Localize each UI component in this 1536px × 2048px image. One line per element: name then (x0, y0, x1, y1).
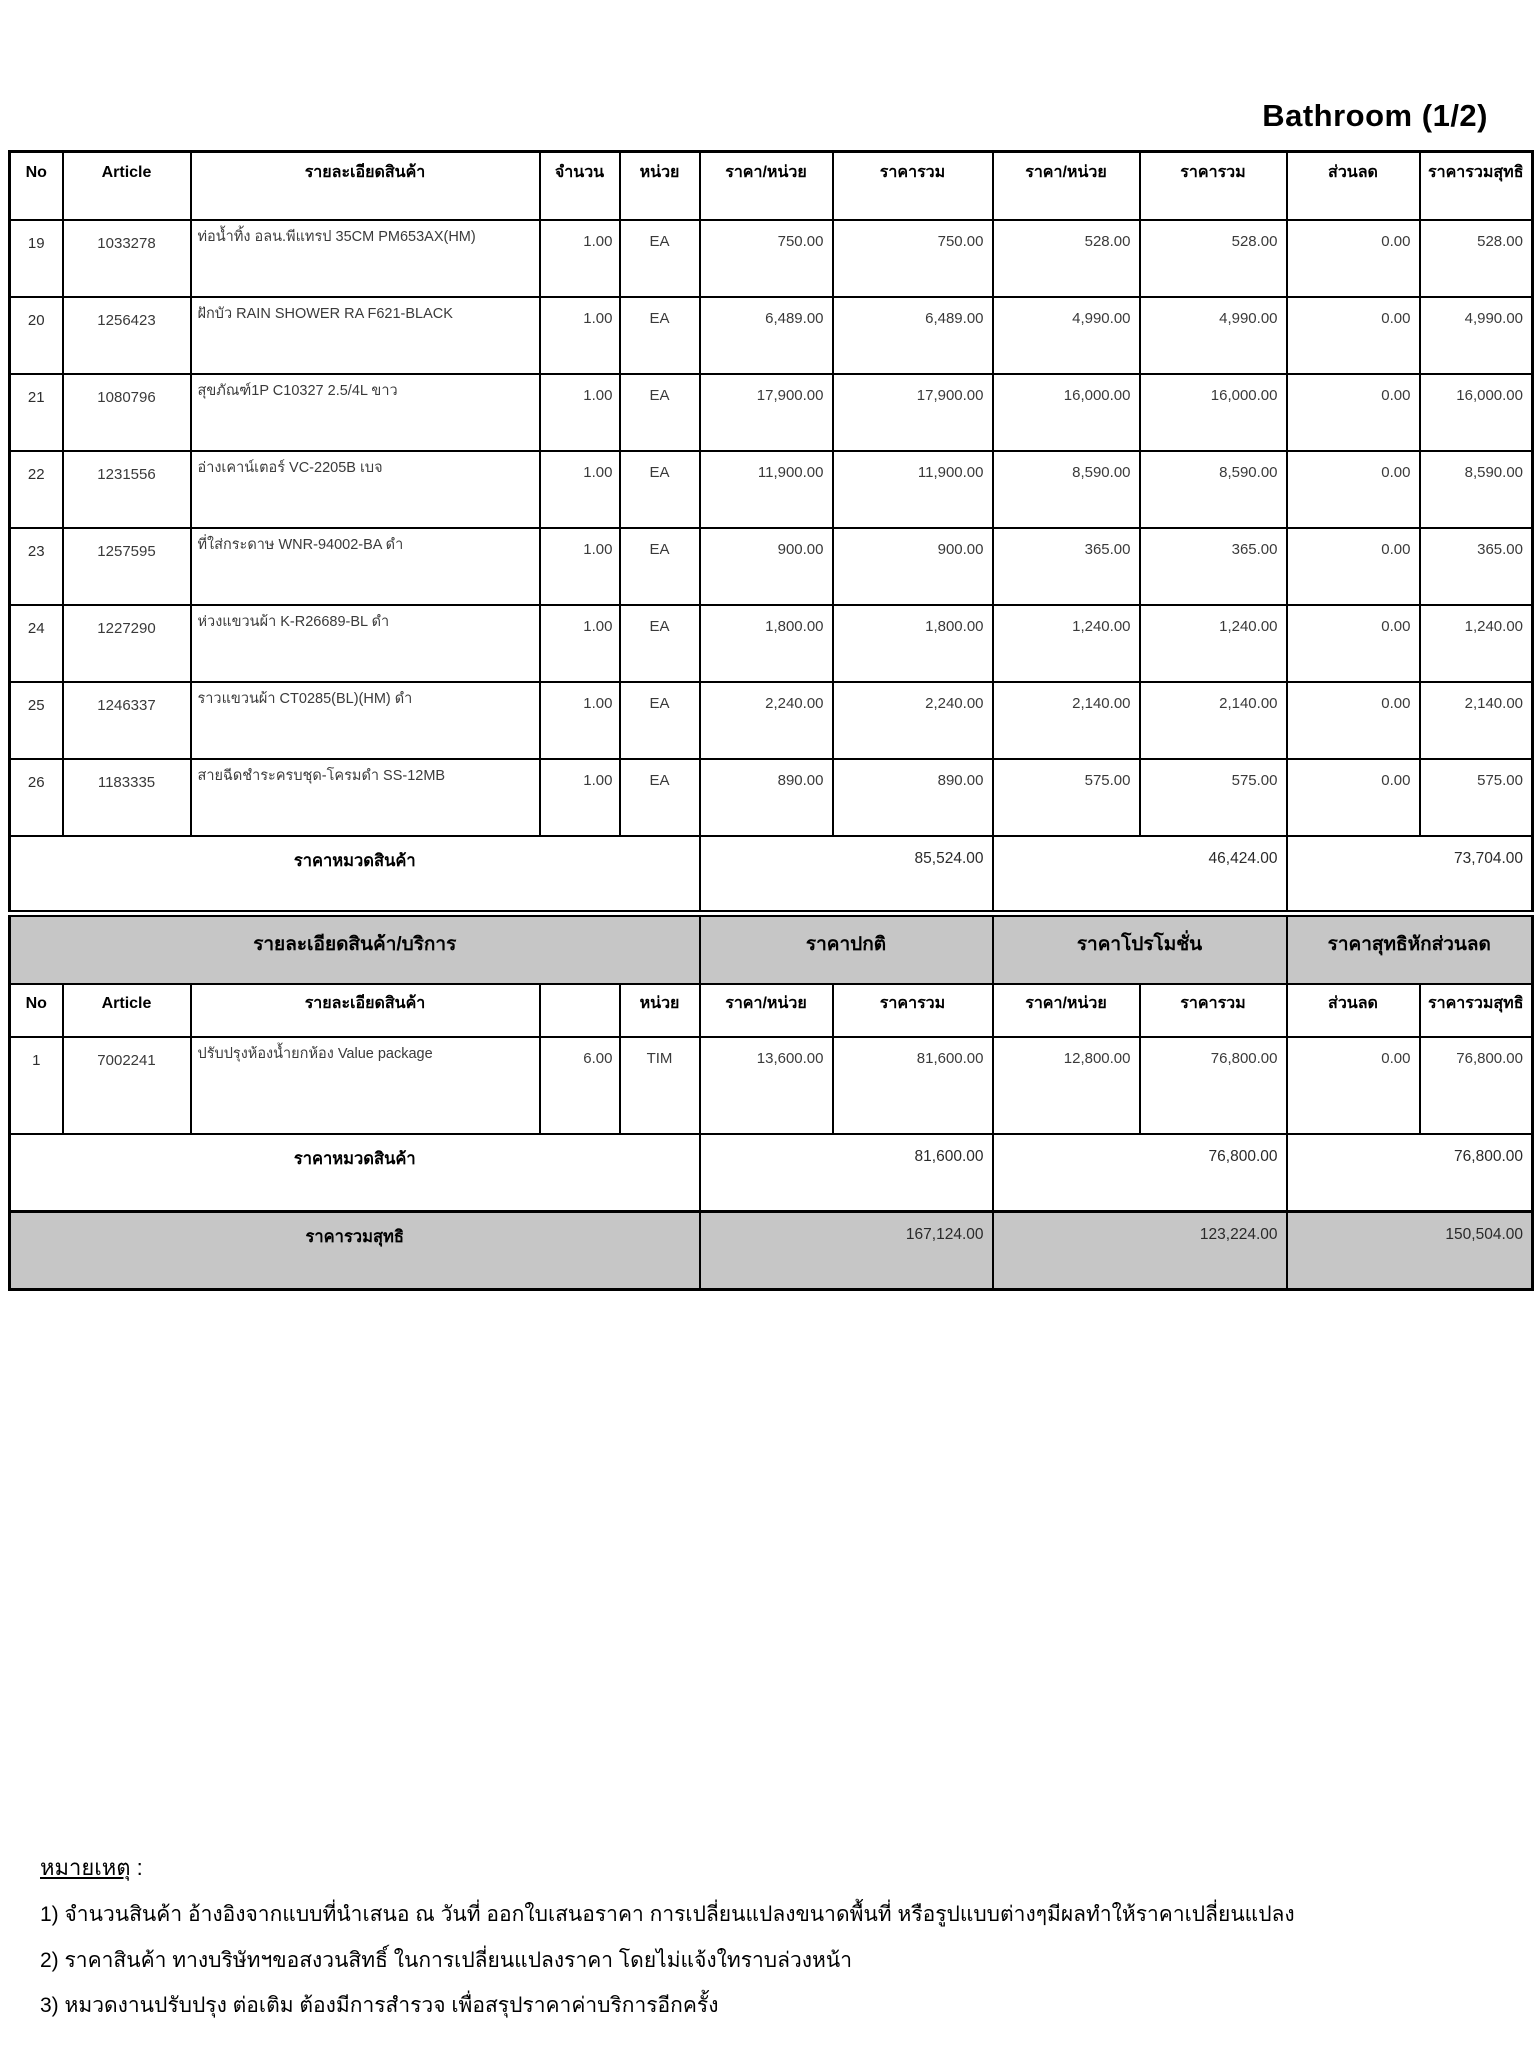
col-header-no: No (10, 984, 63, 1037)
cell-unit: EA (620, 759, 700, 836)
col-header-unit: หน่วย (620, 984, 700, 1037)
products-section (10, 152, 1533, 836)
products-subtotal-net: 73,704.00 (1287, 836, 1533, 914)
cell-net-total: 2,140.00 (1420, 682, 1533, 759)
col-header-unit: หน่วย (620, 152, 700, 220)
services-subtotal-net: 76,800.00 (1287, 1134, 1533, 1212)
col-header-quantity: จำนวน (540, 152, 620, 220)
col-header-unit-price-promo: ราคา/หน่วย (993, 152, 1140, 220)
cell-unit-price: 13,600.00 (700, 1037, 833, 1134)
cell-total: 17,900.00 (833, 374, 993, 451)
cell-net-total: 76,800.00 (1420, 1037, 1533, 1134)
services-subtotal-promo: 76,800.00 (993, 1134, 1287, 1212)
products-subtotal-normal: 85,524.00 (700, 836, 993, 914)
col-header-net-total: ราคารวมสุทธิ (1420, 152, 1533, 220)
cell-no: 1 (10, 1037, 63, 1134)
cell-promo-unit-price: 528.00 (993, 220, 1140, 297)
col-header-unit-price-normal: ราคา/หน่วย (700, 984, 833, 1037)
cell-promo-total: 16,000.00 (1140, 374, 1287, 451)
cell-no: 25 (10, 682, 63, 759)
cell-qty: 1.00 (540, 605, 620, 682)
cell-desc: ที่ใส่กระดาษ WNR-94002-BA ดำ (191, 528, 540, 605)
col-header-article: Article (63, 984, 191, 1037)
cell-desc: อ่างเคาน์เตอร์ VC-2205B เบจ (191, 451, 540, 528)
col-header-total-normal: ราคารวม (833, 984, 993, 1037)
cell-unit: EA (620, 528, 700, 605)
note-line-1: 1) จำนวนสินค้า อ้างอิงจากแบบที่นำเสนอ ณ วันที่ ออกใบเสนอราคา การเปลี่ยนแปลงขนาดพื้นที่ หรือรูปแบบต่างๆมีผลทำให้ราคาเปลี่ยนแปลง (40, 1903, 1295, 1926)
cell-no: 26 (10, 759, 63, 836)
products-subtotal-row (10, 836, 1533, 914)
cell-net-total: 528.00 (1420, 220, 1533, 297)
cell-qty: 1.00 (540, 528, 620, 605)
cell-unit: TIM (620, 1037, 700, 1134)
cell-desc: ราวแขวนผ้า CT0285(BL)(HM) ดำ (191, 682, 540, 759)
grand-total-promo: 123,224.00 (993, 1212, 1287, 1290)
grand-total-net: 150,504.00 (1287, 1212, 1533, 1290)
cell-qty: 6.00 (540, 1037, 620, 1134)
services-subtotal-label: ราคาหมวดสินค้า (10, 1134, 700, 1212)
cell-promo-unit-price: 2,140.00 (993, 682, 1140, 759)
cell-net-total: 16,000.00 (1420, 374, 1533, 451)
col-header-total-promo: ราคารวม (1140, 984, 1287, 1037)
cell-promo-total: 1,240.00 (1140, 605, 1287, 682)
services-subtotal-normal: 81,600.00 (700, 1134, 993, 1212)
services-subtotal-row (10, 1134, 1533, 1212)
cell-article: 1227290 (63, 605, 191, 682)
services-section-details-header: รายละเอียดสินค้า/บริการ (10, 914, 700, 984)
item-row (10, 605, 1533, 682)
col-header-unit-price-promo: ราคา/หน่วย (993, 984, 1140, 1037)
cell-promo-total: 76,800.00 (1140, 1037, 1287, 1134)
cell-unit-price: 750.00 (700, 220, 833, 297)
products-subtotal-promo: 46,424.00 (993, 836, 1287, 914)
cell-discount: 0.00 (1287, 374, 1420, 451)
cell-article: 1183335 (63, 759, 191, 836)
cell-desc: สุขภัณฑ์1P C10327 2.5/4L ขาว (191, 374, 540, 451)
cell-unit: EA (620, 682, 700, 759)
item-row (10, 759, 1533, 836)
item-row (10, 451, 1533, 528)
cell-discount: 0.00 (1287, 1037, 1420, 1134)
cell-qty: 1.00 (540, 451, 620, 528)
cell-article: 1257595 (63, 528, 191, 605)
services-section-header-row (10, 914, 1533, 984)
cell-article: 7002241 (63, 1037, 191, 1134)
item-row (10, 1037, 1533, 1134)
notes (40, 1850, 1506, 2036)
products-header-row (10, 152, 1533, 220)
cell-promo-total: 8,590.00 (1140, 451, 1287, 528)
note-line-2: 2) ราคาสินค้า ทางบริษัทฯขอสงวนสิทธิ์ ในการเปลี่ยนแปลงราคา โดยไม่แจ้งใทราบล่วงหน้า (40, 1948, 853, 1972)
cell-net-total: 365.00 (1420, 528, 1533, 605)
item-row (10, 682, 1533, 759)
cell-discount: 0.00 (1287, 220, 1420, 297)
cell-promo-total: 528.00 (1140, 220, 1287, 297)
services-header-row (10, 984, 1533, 1037)
cell-net-total: 4,990.00 (1420, 297, 1533, 374)
cell-no: 20 (10, 297, 63, 374)
grand-total-label: ราคารวมสุทธิ (10, 1212, 700, 1290)
quotation-table (8, 150, 1534, 1291)
cell-desc: สายฉีดชำระครบชุด-โครมดำ SS-12MB (191, 759, 540, 836)
services-subtotal-section (10, 1134, 1533, 1290)
cell-no: 21 (10, 374, 63, 451)
services-section-promo-price-header: ราคาโปรโมชั่น (993, 914, 1287, 984)
cell-promo-total: 575.00 (1140, 759, 1287, 836)
cell-discount: 0.00 (1287, 451, 1420, 528)
cell-total: 2,240.00 (833, 682, 993, 759)
cell-unit-price: 6,489.00 (700, 297, 833, 374)
col-header-article: Article (63, 152, 191, 220)
cell-no: 22 (10, 451, 63, 528)
cell-discount: 0.00 (1287, 297, 1420, 374)
cell-total: 750.00 (833, 220, 993, 297)
note-line-3: 3) หมวดงานปรับปรุง ต่อเติม ต้องมีการสำรวจ เพื่อสรุปราคาค่าบริการอีกครั้ง (40, 1994, 719, 2018)
cell-unit-price: 890.00 (700, 759, 833, 836)
cell-discount: 0.00 (1287, 605, 1420, 682)
products-subtotal-section (10, 836, 1533, 914)
col-header-total-normal: ราคารวม (833, 152, 993, 220)
cell-desc: ท่อน้ำทิ้ง อลน.พีแทรป 35CM PM653AX(HM) (191, 220, 540, 297)
grand-total-normal: 167,124.00 (700, 1212, 993, 1290)
cell-desc: ฝักบัว RAIN SHOWER RA F621-BLACK (191, 297, 540, 374)
cell-promo-unit-price: 16,000.00 (993, 374, 1140, 451)
cell-unit-price: 1,800.00 (700, 605, 833, 682)
cell-desc: ปรับปรุงห้องน้ำยกห้อง Value package (191, 1037, 540, 1134)
col-header-unit-price-normal: ราคา/หน่วย (700, 152, 833, 220)
notes-heading-colon: : (130, 1855, 143, 1880)
cell-promo-unit-price: 12,800.00 (993, 1037, 1140, 1134)
cell-article: 1231556 (63, 451, 191, 528)
cell-total: 6,489.00 (833, 297, 993, 374)
col-header-description: รายละเอียดสินค้า (191, 152, 540, 220)
col-header-blank (540, 984, 620, 1037)
cell-no: 24 (10, 605, 63, 682)
cell-unit: EA (620, 451, 700, 528)
cell-promo-unit-price: 575.00 (993, 759, 1140, 836)
cell-unit: EA (620, 297, 700, 374)
item-row (10, 297, 1533, 374)
cell-total: 1,800.00 (833, 605, 993, 682)
cell-promo-unit-price: 8,590.00 (993, 451, 1140, 528)
cell-unit: EA (620, 220, 700, 297)
cell-net-total: 1,240.00 (1420, 605, 1533, 682)
cell-desc: ห่วงแขวนผ้า K-R26689-BL ดำ (191, 605, 540, 682)
col-header-net-total: ราคารวมสุทธิ (1420, 984, 1533, 1037)
cell-qty: 1.00 (540, 297, 620, 374)
cell-unit-price: 900.00 (700, 528, 833, 605)
col-header-no: No (10, 152, 63, 220)
cell-discount: 0.00 (1287, 528, 1420, 605)
cell-promo-unit-price: 4,990.00 (993, 297, 1140, 374)
cell-article: 1033278 (63, 220, 191, 297)
item-row (10, 220, 1533, 297)
cell-promo-unit-price: 365.00 (993, 528, 1140, 605)
cell-total: 890.00 (833, 759, 993, 836)
col-header-discount: ส่วนลด (1287, 984, 1420, 1037)
cell-article: 1080796 (63, 374, 191, 451)
cell-unit-price: 17,900.00 (700, 374, 833, 451)
cell-promo-total: 365.00 (1140, 528, 1287, 605)
cell-unit-price: 11,900.00 (700, 451, 833, 528)
cell-qty: 1.00 (540, 682, 620, 759)
cell-unit: EA (620, 605, 700, 682)
item-row (10, 528, 1533, 605)
products-subtotal-label: ราคาหมวดสินค้า (10, 836, 700, 914)
cell-qty: 1.00 (540, 220, 620, 297)
cell-promo-unit-price: 1,240.00 (993, 605, 1140, 682)
cell-qty: 1.00 (540, 759, 620, 836)
cell-unit: EA (620, 374, 700, 451)
cell-net-total: 575.00 (1420, 759, 1533, 836)
services-section (10, 914, 1533, 1134)
cell-promo-total: 2,140.00 (1140, 682, 1287, 759)
col-header-description: รายละเอียดสินค้า (191, 984, 540, 1037)
cell-promo-total: 4,990.00 (1140, 297, 1287, 374)
grand-total-row (10, 1212, 1533, 1290)
cell-no: 23 (10, 528, 63, 605)
services-section-net-price-header: ราคาสุทธิหักส่วนลด (1287, 914, 1533, 984)
cell-discount: 0.00 (1287, 759, 1420, 836)
cell-no: 19 (10, 220, 63, 297)
cell-total: 11,900.00 (833, 451, 993, 528)
cell-article: 1246337 (63, 682, 191, 759)
services-section-normal-price-header: ราคาปกติ (700, 914, 993, 984)
cell-unit-price: 2,240.00 (700, 682, 833, 759)
cell-total: 900.00 (833, 528, 993, 605)
cell-discount: 0.00 (1287, 682, 1420, 759)
notes-heading (40, 1850, 1506, 1885)
cell-article: 1256423 (63, 297, 191, 374)
page-title-number: (1/2) (1421, 98, 1488, 133)
col-header-total-promo: ราคารวม (1140, 152, 1287, 220)
cell-qty: 1.00 (540, 374, 620, 451)
page-title (0, 0, 1536, 134)
notes-heading-text: หมายเหตุ (40, 1855, 131, 1880)
cell-net-total: 8,590.00 (1420, 451, 1533, 528)
col-header-discount: ส่วนลด (1287, 152, 1420, 220)
cell-total: 81,600.00 (833, 1037, 993, 1134)
item-row (10, 374, 1533, 451)
page-title-main: Bathroom (1262, 98, 1413, 133)
